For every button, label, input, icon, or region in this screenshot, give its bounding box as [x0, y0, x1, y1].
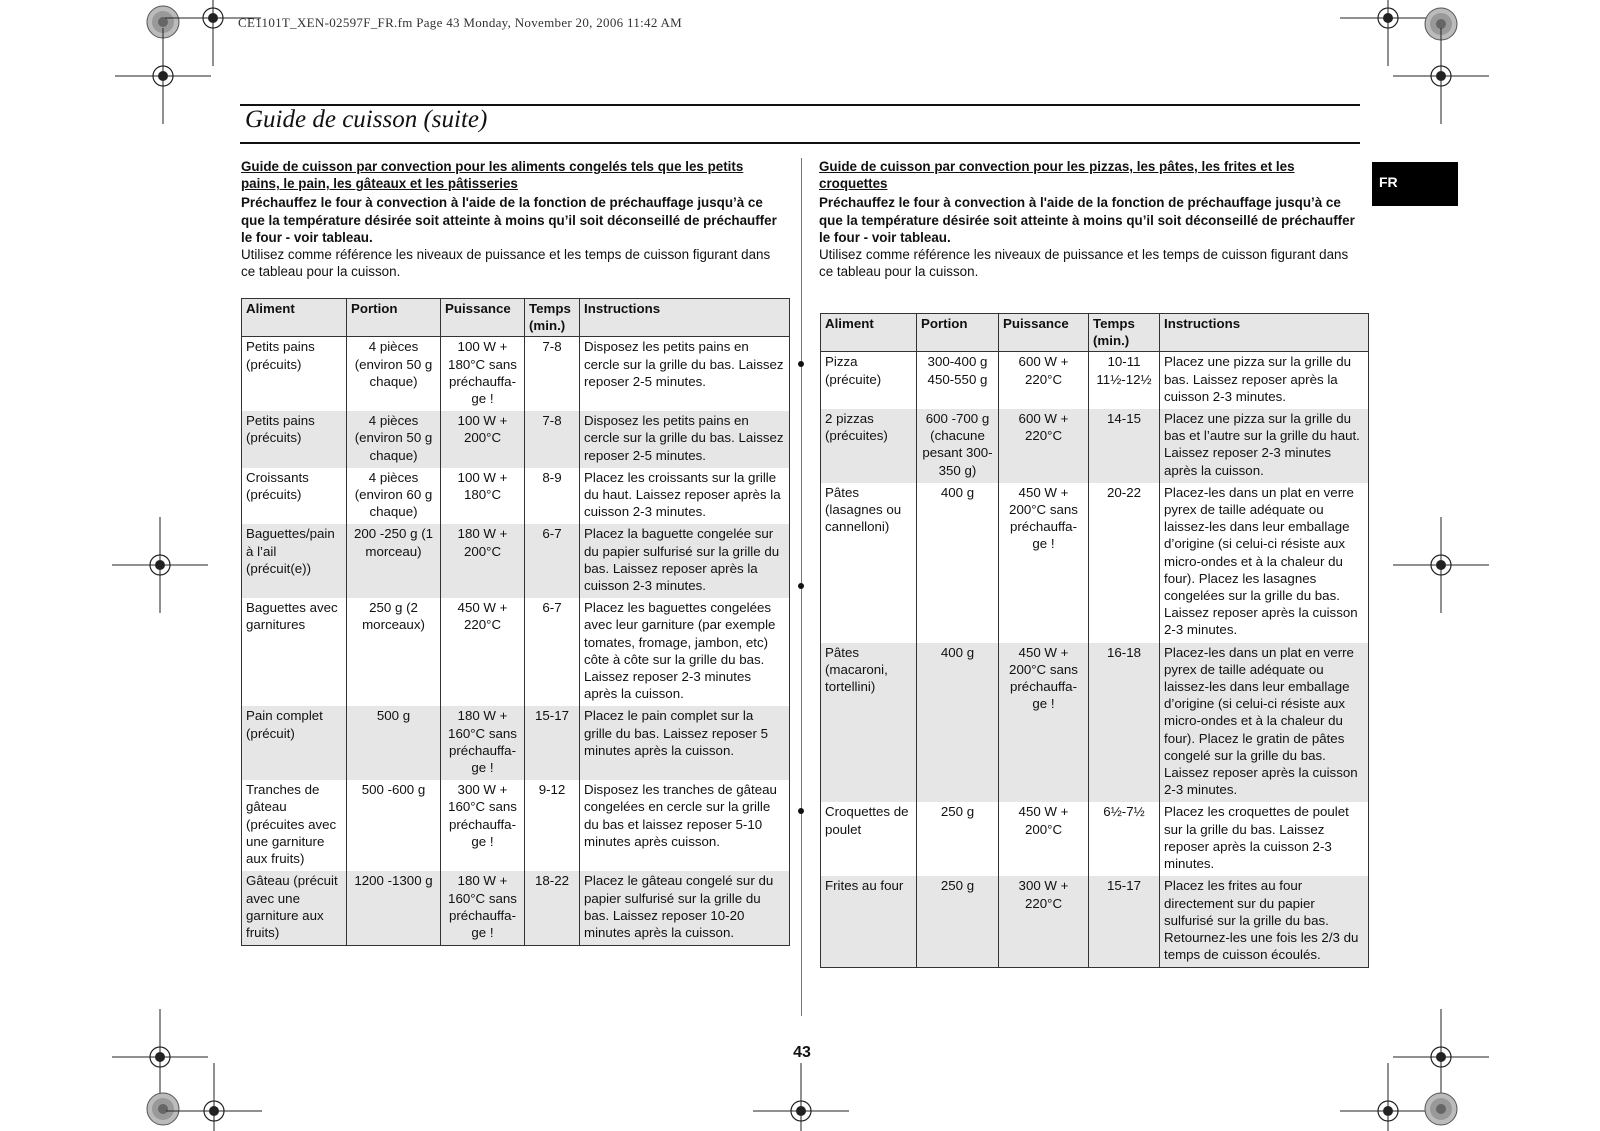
food-cell: Petits pains (précuits): [242, 337, 347, 411]
portion-cell: 500 g: [347, 706, 441, 780]
time-cell: 18-22: [525, 871, 580, 945]
instructions-cell: Placez les frites au four directement sur du papier sulfurisé sur la grille du bas. Retournez-les une fois les 2/3 du temps de cuisson écoulés.: [1160, 876, 1369, 968]
portion-cell: 300-400 g 450-550 g: [917, 352, 999, 409]
instructions-cell: Placez une pizza sur la grille du bas. Laissez reposer après la cuisson 2-3 minutes.: [1160, 352, 1369, 409]
power-cell: 100 W + 180°C: [441, 468, 525, 525]
power-cell: 300 W + 160°C sans préchauffa-ge !: [441, 780, 525, 871]
food-cell: Baguettes/pain à l’ail (précuit(e)): [242, 524, 347, 598]
left-usage-note: Utilisez comme référence les niveaux de puissance et les temps de cuisson figurant dans ce tableau pour la cuisson.: [241, 247, 771, 280]
food-cell: Gâteau (précuit avec une garniture aux fruits): [242, 871, 347, 945]
instructions-cell: Placez une pizza sur la grille du bas et l’autre sur la grille du haut. Laissez reposer 2-3 minutes après la cuisson.: [1160, 409, 1369, 483]
portion-cell: 400 g: [917, 483, 999, 643]
time-cell: 15-17: [1089, 876, 1160, 968]
column-header-time: Temps (min.): [525, 299, 580, 337]
column-header-time: Temps (min.): [1089, 314, 1160, 352]
portion-cell: 4 pièces (environ 50 g chaque): [347, 411, 441, 468]
power-cell: 450 W + 200°C sans préchauffa-ge !: [999, 483, 1089, 643]
portion-cell: 250 g: [917, 876, 999, 968]
portion-cell: 600 -700 g (chacune pesant 300-350 g): [917, 409, 999, 483]
power-cell: 450 W + 200°C: [999, 802, 1089, 876]
food-cell: Croquettes de poulet: [821, 802, 917, 876]
time-cell: 7-8: [525, 411, 580, 468]
portion-cell: 200 -250 g (1 morceau): [347, 524, 441, 598]
page-number: 43: [793, 1044, 811, 1061]
portion-cell: 400 g: [917, 643, 999, 803]
time-cell: 8-9: [525, 468, 580, 525]
food-cell: Pain complet (précuit): [242, 706, 347, 780]
food-cell: Pizza (précuite): [821, 352, 917, 409]
column-header-instructions: Instructions: [580, 299, 790, 337]
column-header-food: Aliment: [821, 314, 917, 352]
portion-cell: 250 g (2 morceaux): [347, 598, 441, 706]
portion-cell: 500 -600 g: [347, 780, 441, 871]
time-cell: 6-7: [525, 524, 580, 598]
power-cell: 180 W + 160°C sans préchauffa-ge !: [441, 706, 525, 780]
column-header-portion: Portion: [347, 299, 441, 337]
power-cell: 600 W + 220°C: [999, 352, 1089, 409]
food-cell: Tranches de gâteau (précuites avec une garniture aux fruits): [242, 780, 347, 871]
file-info-header: CE1101T_XEN-02597F_FR.fm Page 43 Monday, November 20, 2006 11:42 AM: [238, 15, 683, 30]
time-cell: 6½-7½: [1089, 802, 1160, 876]
time-cell: 10-11 11½-12½: [1089, 352, 1160, 409]
right-usage-note: Utilisez comme référence les niveaux de puissance et les temps de cuisson figurant dans ce tableau pour la cuisson.: [819, 247, 1349, 280]
right-section-title: Guide de cuisson par convection pour les pizzas, les pâtes, les frites et les croquettes: [819, 159, 1295, 192]
instructions-cell: Placez les croquettes de poulet sur la grille du bas. Laissez reposer après la cuisson 2-3 minutes.: [1160, 802, 1369, 876]
power-cell: 180 W + 160°C sans préchauffa-ge !: [441, 871, 525, 945]
power-cell: 100 W + 180°C sans préchauffa-ge !: [441, 337, 525, 411]
food-cell: Frites au four: [821, 876, 917, 968]
right-preheat-note: Préchauffez le four à convection à l'aide de la fonction de préchauffage jusqu’à ce que la température désirée soit atteinte à moins qu’il soit déconseillé de préchauffer le four - voir tableau.: [819, 195, 1355, 245]
instructions-cell: Placez le gâteau congelé sur du papier sulfurisé sur la grille du bas. Laissez reposer 10-20 minutes après la cuisson.: [580, 871, 790, 945]
column-header-instructions: Instructions: [1160, 314, 1369, 352]
time-cell: 6-7: [525, 598, 580, 706]
food-cell: 2 pizzas (précuites): [821, 409, 917, 483]
instructions-cell: Placez-les dans un plat en verre pyrex de taille adéquate ou laissez-les dans leur emballage d’origine (si celui-ci résiste aux micro-ondes et à la chaleur du four). Placez les lasagnes congelées sur la grille du bas. Laissez reposer après la cuisson 2-3 minutes.: [1160, 483, 1369, 643]
column-header-food: Aliment: [242, 299, 347, 337]
power-cell: 450 W + 200°C sans préchauffa-ge !: [999, 643, 1089, 803]
food-cell: Pâtes (lasagnes ou cannelloni): [821, 483, 917, 643]
time-cell: 20-22: [1089, 483, 1160, 643]
time-cell: 15-17: [525, 706, 580, 780]
power-cell: 300 W + 220°C: [999, 876, 1089, 968]
column-header-portion: Portion: [917, 314, 999, 352]
instructions-cell: Disposez les petits pains en cercle sur la grille du bas. Laissez reposer 2-5 minutes.: [580, 411, 790, 468]
power-cell: 450 W + 220°C: [441, 598, 525, 706]
left-section-title: Guide de cuisson par convection pour les aliments congelés tels que les petits pains, le pain, les gâteaux et les pâtisseries: [241, 159, 744, 192]
instructions-cell: Placez-les dans un plat en verre pyrex de taille adéquate ou laissez-les dans leur emballage d’origine (si celui-ci résiste aux micro-ondes et à la chaleur du four). Placez le gratin de pâtes congelé sur la grille du bas. Laissez reposer après la cuisson 2-3 minutes.: [1160, 643, 1369, 803]
food-cell: Pâtes (macaroni, tortellini): [821, 643, 917, 803]
instructions-cell: Disposez les petits pains en cercle sur la grille du bas. Laissez reposer 2-5 minutes.: [580, 337, 790, 411]
time-cell: 9-12: [525, 780, 580, 871]
power-cell: 180 W + 200°C: [441, 524, 525, 598]
column-header-power: Puissance: [999, 314, 1089, 352]
food-cell: Petits pains (précuits): [242, 411, 347, 468]
portion-cell: 1200 -1300 g: [347, 871, 441, 945]
time-cell: 7-8: [525, 337, 580, 411]
instructions-cell: Placez les baguettes congelées avec leur garniture (par exemple tomates, fromage, jambon, etc) côte à côte sur la grille du bas. Laissez reposer 2-3 minutes après la cuisson.: [580, 598, 790, 706]
food-cell: Croissants (précuits): [242, 468, 347, 525]
instructions-cell: Placez les croissants sur la grille du haut. Laissez reposer après la cuisson 2-3 minutes.: [580, 468, 790, 525]
instructions-cell: Placez le pain complet sur la grille du bas. Laissez reposer 5 minutes après la cuisson.: [580, 706, 790, 780]
time-cell: 14-15: [1089, 409, 1160, 483]
page-title: Guide de cuisson (suite): [245, 106, 488, 133]
portion-cell: 4 pièces (environ 50 g chaque): [347, 337, 441, 411]
portion-cell: 250 g: [917, 802, 999, 876]
left-preheat-note: Préchauffez le four à convection à l'aide de la fonction de préchauffage jusqu’à ce que la température désirée soit atteinte à moins qu’il soit déconseillé de préchauffer le four - voir tableau.: [241, 195, 777, 245]
language-tab: FR: [1372, 162, 1458, 206]
power-cell: 600 W + 220°C: [999, 409, 1089, 483]
power-cell: 100 W + 200°C: [441, 411, 525, 468]
food-cell: Baguettes avec garnitures: [242, 598, 347, 706]
time-cell: 16-18: [1089, 643, 1160, 803]
portion-cell: 4 pièces (environ 60 g chaque): [347, 468, 441, 525]
instructions-cell: Disposez les tranches de gâteau congelées en cercle sur la grille du bas et laissez reposer 5-10 minutes après cuisson.: [580, 780, 790, 871]
column-header-power: Puissance: [441, 299, 525, 337]
instructions-cell: Placez la baguette congelée sur du papier sulfurisé sur la grille du bas. Laissez reposer après la cuisson 2-3 minutes.: [580, 524, 790, 598]
